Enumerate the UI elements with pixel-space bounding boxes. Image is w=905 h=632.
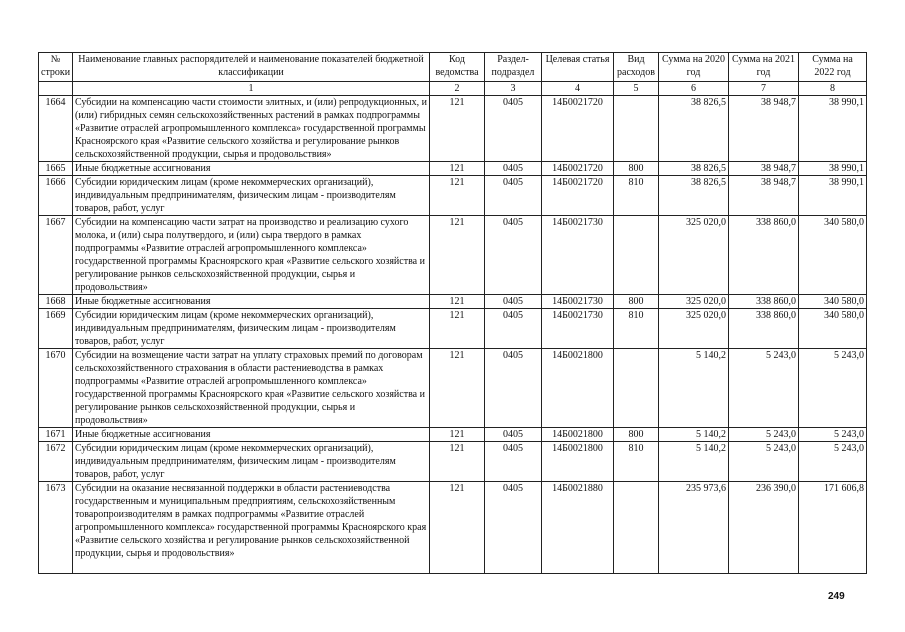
column-index: 3 (485, 82, 542, 96)
header-name: Наименование главных распорядителей и наименование показателей бюджетной классификации (73, 53, 430, 82)
cell-code: 121 (430, 428, 485, 442)
cell-s2020: 5 140,2 (659, 349, 729, 428)
table-row (39, 309, 867, 349)
cell-s2020: 38 826,5 (659, 162, 729, 176)
cell-code: 121 (430, 295, 485, 309)
cell-s2020: 5 140,2 (659, 442, 729, 482)
cell-s2020: 38 826,5 (659, 96, 729, 162)
cell-no: 1671 (39, 428, 73, 442)
table-row (39, 442, 867, 482)
cell-section: 0405 (485, 309, 542, 349)
cell-s2022: 38 990,1 (799, 96, 867, 162)
cell-section: 0405 (485, 162, 542, 176)
cell-code: 121 (430, 309, 485, 349)
cell-code: 121 (430, 162, 485, 176)
header-section: Раздел-подраздел (485, 53, 542, 82)
cell-kind (614, 349, 659, 428)
cell-no: 1670 (39, 349, 73, 428)
cell-s2021: 338 860,0 (729, 309, 799, 349)
cell-name: Субсидии юридическим лицам (кроме некоммерческих организаций), индивидуальным предпринимателям, физическим лицам - производителям товаров, работ, услуг (73, 176, 430, 216)
cell-target: 14Б0021720 (542, 162, 614, 176)
cell-s2020: 235 973,6 (659, 482, 729, 574)
table-row (39, 295, 867, 309)
column-index (39, 82, 73, 96)
header-sum-2022: Сумма на 2022 год (799, 53, 867, 82)
cell-target: 14Б0021880 (542, 482, 614, 574)
cell-s2021: 338 860,0 (729, 216, 799, 295)
cell-name: Иные бюджетные ассигнования (73, 428, 430, 442)
cell-s2020: 325 020,0 (659, 216, 729, 295)
cell-s2020: 5 140,2 (659, 428, 729, 442)
cell-s2022: 5 243,0 (799, 349, 867, 428)
table-row (39, 176, 867, 216)
column-index: 4 (542, 82, 614, 96)
cell-s2021: 5 243,0 (729, 428, 799, 442)
cell-target: 14Б0021720 (542, 176, 614, 216)
cell-s2022: 171 606,8 (799, 482, 867, 574)
cell-name: Субсидии на оказание несвязанной поддержки в области растениеводства государственным и муниципальным предприятиям, сельскохозяйственным товаропроизводителям в рамках подпрограммы «Развитие отраслей агропромышленного комплекса» государственной программы Красноярского края «Развитие сельского хозяйства и регулирование рынков сельскохозяйственной продукции, сырья и продовольствия» (73, 482, 430, 574)
cell-section: 0405 (485, 349, 542, 428)
cell-target: 14Б0021800 (542, 428, 614, 442)
cell-kind: 800 (614, 428, 659, 442)
cell-name: Субсидии на компенсацию части стоимости элитных, и (или) репродукционных, и (или) гибридных семян сельскохозяйственных растений в рамках подпрограммы «Развитие отраслей агропромышленного комплекса» государственной программы Красноярского края «Развитие сельского хозяйства и регулирование рынков сельскохозяйственной продукции, сырья и продовольствия» (73, 96, 430, 162)
cell-no: 1669 (39, 309, 73, 349)
cell-s2022: 38 990,1 (799, 162, 867, 176)
cell-no: 1672 (39, 442, 73, 482)
cell-s2022: 38 990,1 (799, 176, 867, 216)
table-header (39, 53, 867, 96)
table-row (39, 349, 867, 428)
cell-name: Иные бюджетные ассигнования (73, 295, 430, 309)
table-row (39, 428, 867, 442)
column-index: 8 (799, 82, 867, 96)
cell-s2021: 38 948,7 (729, 162, 799, 176)
page-number: 249 (828, 591, 845, 602)
cell-s2021: 38 948,7 (729, 176, 799, 216)
cell-no: 1666 (39, 176, 73, 216)
cell-code: 121 (430, 96, 485, 162)
cell-kind: 810 (614, 176, 659, 216)
cell-section: 0405 (485, 176, 542, 216)
table-row (39, 482, 867, 574)
cell-no: 1664 (39, 96, 73, 162)
column-index-row (39, 82, 867, 96)
table-row (39, 96, 867, 162)
cell-no: 1667 (39, 216, 73, 295)
cell-target: 14Б0021730 (542, 216, 614, 295)
cell-target: 14Б0021730 (542, 295, 614, 309)
cell-code: 121 (430, 482, 485, 574)
column-index: 1 (73, 82, 430, 96)
cell-no: 1665 (39, 162, 73, 176)
header-sum-2020: Сумма на 2020 год (659, 53, 729, 82)
cell-code: 121 (430, 176, 485, 216)
header-row-no: № строки (39, 53, 73, 82)
cell-target: 14Б0021730 (542, 309, 614, 349)
cell-section: 0405 (485, 295, 542, 309)
cell-name: Субсидии на возмещение части затрат на уплату страховых премий по договорам сельскохозяйственного страхования в области растениеводства в рамках подпрограммы «Развитие отраслей агропромышленного комплекса» государственной программы Красноярского края «Развитие сельского хозяйства и регулирование рынков сельскохозяйственной продукции, сырья и продовольствия» (73, 349, 430, 428)
cell-s2021: 5 243,0 (729, 442, 799, 482)
header-code: Код ведомства (430, 53, 485, 82)
cell-no: 1668 (39, 295, 73, 309)
cell-section: 0405 (485, 482, 542, 574)
cell-target: 14Б0021800 (542, 349, 614, 428)
cell-name: Иные бюджетные ассигнования (73, 162, 430, 176)
cell-s2020: 325 020,0 (659, 295, 729, 309)
column-index: 7 (729, 82, 799, 96)
cell-s2022: 340 580,0 (799, 309, 867, 349)
table-row (39, 162, 867, 176)
cell-name: Субсидии юридическим лицам (кроме некоммерческих организаций), индивидуальным предпринимателям, физическим лицам - производителям товаров, работ, услуг (73, 442, 430, 482)
cell-s2021: 236 390,0 (729, 482, 799, 574)
cell-s2020: 38 826,5 (659, 176, 729, 216)
cell-kind (614, 482, 659, 574)
cell-s2022: 5 243,0 (799, 428, 867, 442)
header-sum-2021: Сумма на 2021 год (729, 53, 799, 82)
table-body (39, 96, 867, 574)
cell-s2022: 5 243,0 (799, 442, 867, 482)
cell-target: 14Б0021720 (542, 96, 614, 162)
cell-s2022: 340 580,0 (799, 216, 867, 295)
cell-no: 1673 (39, 482, 73, 574)
column-index: 5 (614, 82, 659, 96)
cell-code: 121 (430, 216, 485, 295)
cell-s2021: 5 243,0 (729, 349, 799, 428)
header-target: Целевая статья (542, 53, 614, 82)
cell-section: 0405 (485, 96, 542, 162)
cell-s2020: 325 020,0 (659, 309, 729, 349)
cell-s2021: 338 860,0 (729, 295, 799, 309)
table-row (39, 216, 867, 295)
cell-name: Субсидии юридическим лицам (кроме некоммерческих организаций), индивидуальным предпринимателям, физическим лицам - производителям товаров, работ, услуг (73, 309, 430, 349)
cell-kind (614, 216, 659, 295)
column-index: 2 (430, 82, 485, 96)
cell-kind: 810 (614, 442, 659, 482)
header-kind: Вид расходов (614, 53, 659, 82)
column-index: 6 (659, 82, 729, 96)
cell-kind: 810 (614, 309, 659, 349)
cell-name: Субсидии на компенсацию части затрат на производство и реализацию сухого молока, и (или) сыра полутвердого, и (или) сыра твердого в рамках подпрограммы «Развитие отраслей агропромышленного комплекса» государственной программы Красноярского края «Развитие сельского хозяйства и регулирование рынков сельскохозяйственной продукции, сырья и продовольствия» (73, 216, 430, 295)
cell-kind (614, 96, 659, 162)
cell-s2022: 340 580,0 (799, 295, 867, 309)
cell-kind: 800 (614, 162, 659, 176)
cell-section: 0405 (485, 428, 542, 442)
cell-code: 121 (430, 442, 485, 482)
cell-code: 121 (430, 349, 485, 428)
cell-section: 0405 (485, 442, 542, 482)
cell-target: 14Б0021800 (542, 442, 614, 482)
cell-s2021: 38 948,7 (729, 96, 799, 162)
cell-kind: 800 (614, 295, 659, 309)
cell-section: 0405 (485, 216, 542, 295)
budget-table (38, 52, 867, 574)
